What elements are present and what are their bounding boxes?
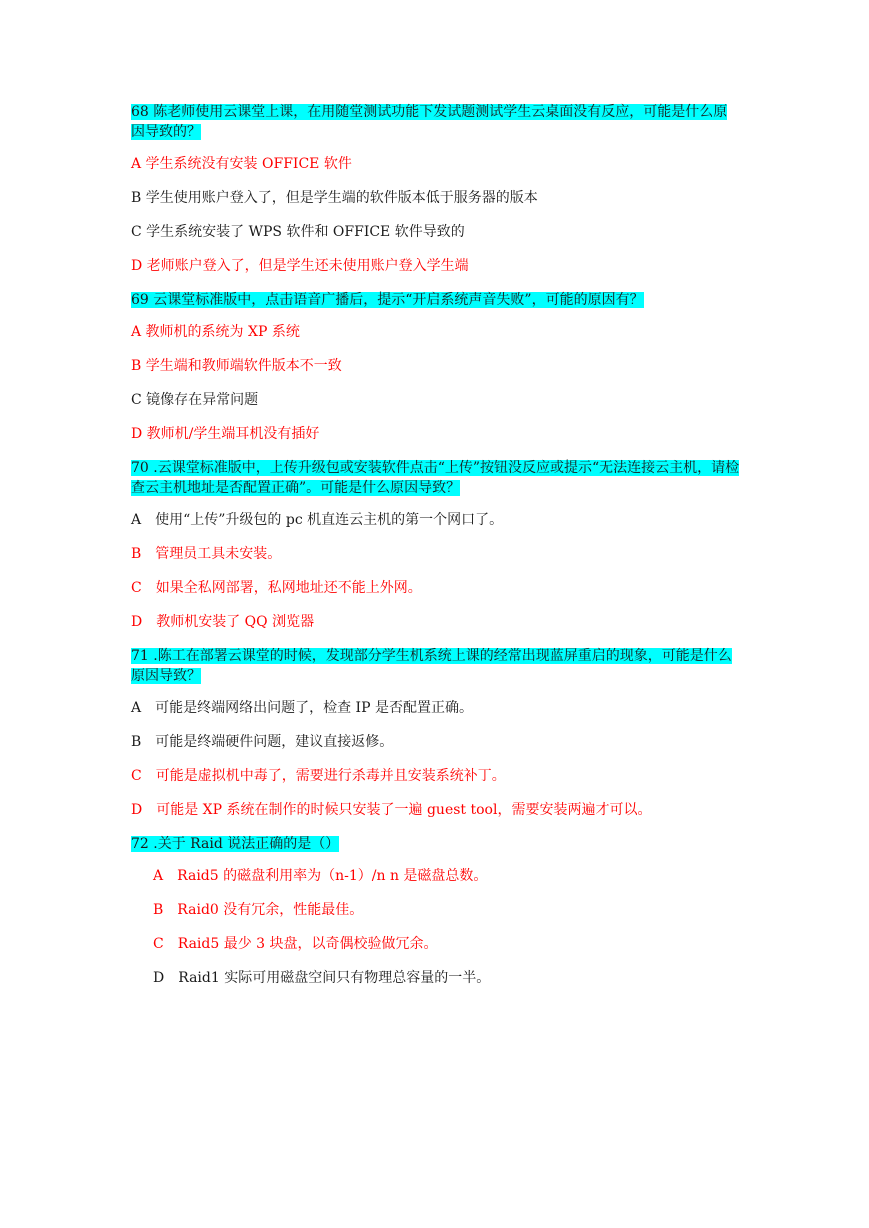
option-b: B Raid0 没有冗余，性能最佳。 — [153, 902, 364, 918]
question-text: 70 .云课堂标准版中，上传升级包或安装软件点击“上传”按钮没反应或提示“无法连接云主机，请检查云主机地址是否配置正确”。可能是什么原因导致？ — [131, 460, 740, 496]
option-a: A Raid5 的磁盘利用率为（n-1）/n n 是磁盘总数。 — [153, 868, 488, 884]
question-text: 72 .关于 Raid 说法正确的是（） — [131, 836, 340, 852]
option-d: D 老师账户登入了，但是学生还未使用账户登入学生端 — [131, 258, 469, 274]
option-a: A 教师机的系统为 XP 系统 — [131, 324, 300, 340]
question-70 — [131, 458, 741, 498]
option-b: B 学生使用账户登入了，但是学生端的软件版本低于服务器的版本 — [131, 190, 538, 206]
option-a: A 使用“上传”升级包的 pc 机直连云主机的第一个网口了。 — [131, 512, 504, 528]
question-71 — [131, 646, 741, 686]
option-b: B 学生端和教师端软件版本不一致 — [131, 358, 342, 374]
option-b: B 可能是终端硬件问题，建议直接返修。 — [131, 734, 394, 750]
question-72 — [131, 834, 741, 854]
question-69 — [131, 290, 741, 310]
question-text: 71 .陈工在部署云课堂的时候，发现部分学生机系统上课的经常出现蓝屏重启的现象，可能是什么原因导致？ — [131, 648, 732, 684]
option-a: A 学生系统没有安装 OFFICE 软件 — [131, 156, 352, 172]
option-a: A 可能是终端网络出问题了，检查 IP 是否配置正确。 — [131, 700, 473, 716]
option-b: B 管理员工具未安装。 — [131, 546, 282, 562]
option-d: D 教师机安装了 QQ 浏览器 — [131, 614, 315, 630]
question-text: 68 陈老师使用云课堂上课，在用随堂测试功能下发试题测试学生云桌面没有反应，可能是什么原因导致的？ — [131, 104, 728, 140]
option-c: C 如果全私网部署，私网地址还不能上外网。 — [131, 580, 422, 596]
option-c: C Raid5 最少 3 块盘，以奇偶校验做冗余。 — [153, 936, 438, 952]
option-d: D 可能是 XP 系统在制作的时候只安装了一遍 guest tool，需要安装两遍才可以。 — [131, 802, 652, 818]
option-c: C 学生系统安装了 WPS 软件和 OFFICE 软件导致的 — [131, 224, 465, 240]
option-c: C 可能是虚拟机中毒了，需要进行杀毒并且安装系统补丁。 — [131, 768, 506, 784]
option-d: D 教师机/学生端耳机没有插好 — [131, 426, 320, 442]
document-page — [131, 102, 741, 1002]
option-c: C 镜像存在异常问题 — [131, 392, 259, 408]
question-68 — [131, 102, 741, 142]
option-d: D Raid1 实际可用磁盘空间只有物理总容量的一半。 — [153, 970, 491, 986]
question-text: 69 云课堂标准版中，点击语音广播后，提示“开启系统声音失败”，可能的原因有？ — [131, 292, 644, 308]
